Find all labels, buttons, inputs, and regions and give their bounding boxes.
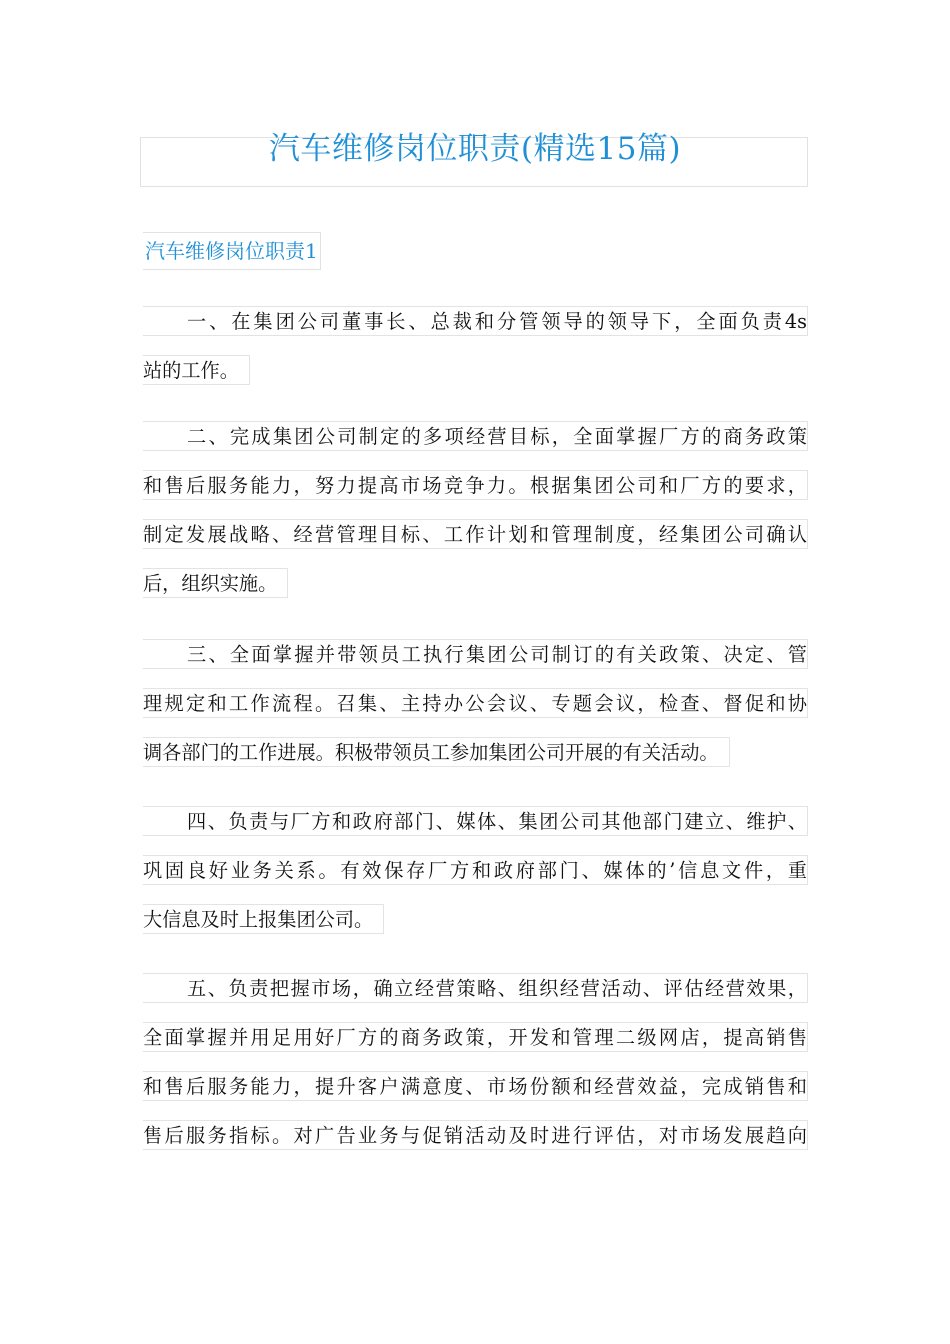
paragraph-line: 三、全面掌握并带领员工执行集团公司制订的有关政策、决定、管 xyxy=(143,639,808,669)
paragraph-line: 和售后服务能力，提升客户满意度、市场份额和经营效益，完成销售和 xyxy=(143,1071,808,1101)
section-heading: 汽车维修岗位职责1 xyxy=(143,232,321,270)
paragraph-line: 售后服务指标。对广告业务与促销活动及时进行评估，对市场发展趋向 xyxy=(143,1120,808,1150)
paragraph-line: 一、在集团公司董事长、总裁和分管领导的领导下，全面负责4s xyxy=(143,306,808,336)
paragraph-line: 大信息及时上报集团公司。 xyxy=(143,904,384,934)
paragraph-line: 二、完成集团公司制定的多项经营目标，全面掌握厂方的商务政策 xyxy=(143,421,808,451)
paragraph-line: 五、负责把握市场，确立经营策略、组织经营活动、评估经营效果， xyxy=(143,973,808,1003)
document-title: 汽车维修岗位职责(精选15篇) xyxy=(268,131,682,167)
paragraph-1 xyxy=(143,306,808,404)
paragraph-line: 和售后服务能力，努力提高市场竞争力。根据集团公司和厂方的要求， xyxy=(143,470,808,500)
paragraph-line: 调各部门的工作进展。积极带领员工参加集团公司开展的有关活动。 xyxy=(143,737,730,767)
paragraph-line: 站的工作。 xyxy=(143,355,250,385)
paragraph-3 xyxy=(143,639,808,786)
paragraph-5 xyxy=(143,973,808,1169)
paragraph-line: 四、负责与厂方和政府部门、媒体、集团公司其他部门建立、维护、 xyxy=(143,806,808,836)
paragraph-line: 理规定和工作流程。召集、主持办公会议、专题会议，检查、督促和协 xyxy=(143,688,808,718)
paragraph-line: 后，组织实施。 xyxy=(143,568,288,598)
paragraph-line: 制定发展战略、经营管理目标、工作计划和管理制度，经集团公司确认 xyxy=(143,519,808,549)
paragraph-line: 全面掌握并用足用好厂方的商务政策，开发和管理二级网店，提高销售 xyxy=(143,1022,808,1052)
paragraph-2 xyxy=(143,421,808,617)
paragraph-line: 巩固良好业务关系。有效保存厂方和政府部门、媒体的’信息文件，重 xyxy=(143,855,808,885)
paragraph-4 xyxy=(143,806,808,953)
